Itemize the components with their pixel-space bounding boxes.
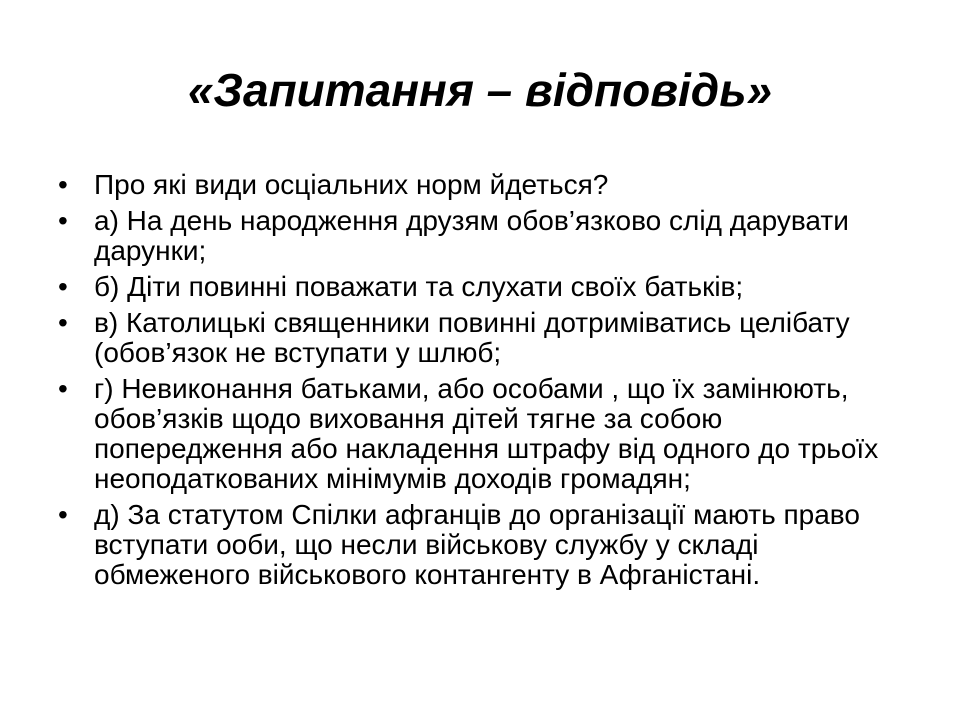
list-item-v xyxy=(58,308,918,368)
bullet-icon: • xyxy=(58,205,68,236)
bullet-icon: • xyxy=(58,169,68,200)
list-item-a xyxy=(58,206,918,266)
list-item-b xyxy=(58,272,918,302)
bullet-text: г) Невиконання батьками, або особами , що їх замінюють, обов’язків щодо виховання дітей тягне за собою попередження або накладення штрафу від одного до трьоїх неоподаткованих мінімумів доходів громадян; xyxy=(94,373,879,494)
list-item-d xyxy=(58,500,918,590)
bullet-text: д) За статутом Спілки афганців до організації мають право вступати ооби, що несли військову службу у складі обмеженого військового контангенту в Афганістані. xyxy=(94,499,860,590)
bullet-icon: • xyxy=(58,499,68,530)
bullet-icon: • xyxy=(58,307,68,338)
list-item-g xyxy=(58,374,918,494)
slide-title: «Запитання – відповідь» xyxy=(187,64,773,116)
bullet-text: Про які види осціальних норм йдеться? xyxy=(94,169,609,200)
bullet-text: а) На день народження друзям обов’язково слід дарувати дарунки; xyxy=(94,205,849,266)
bullet-text: в) Католицькі священники повинні дотриміватись целібату (обов’язок не вступати у шлюб; xyxy=(94,307,850,368)
bullet-icon: • xyxy=(58,271,68,302)
bullet-list xyxy=(58,170,918,596)
list-item-question xyxy=(58,170,918,200)
bullet-icon: • xyxy=(58,373,68,404)
bullet-text: б) Діти повинні поважати та слухати своїх батьків; xyxy=(94,271,744,302)
